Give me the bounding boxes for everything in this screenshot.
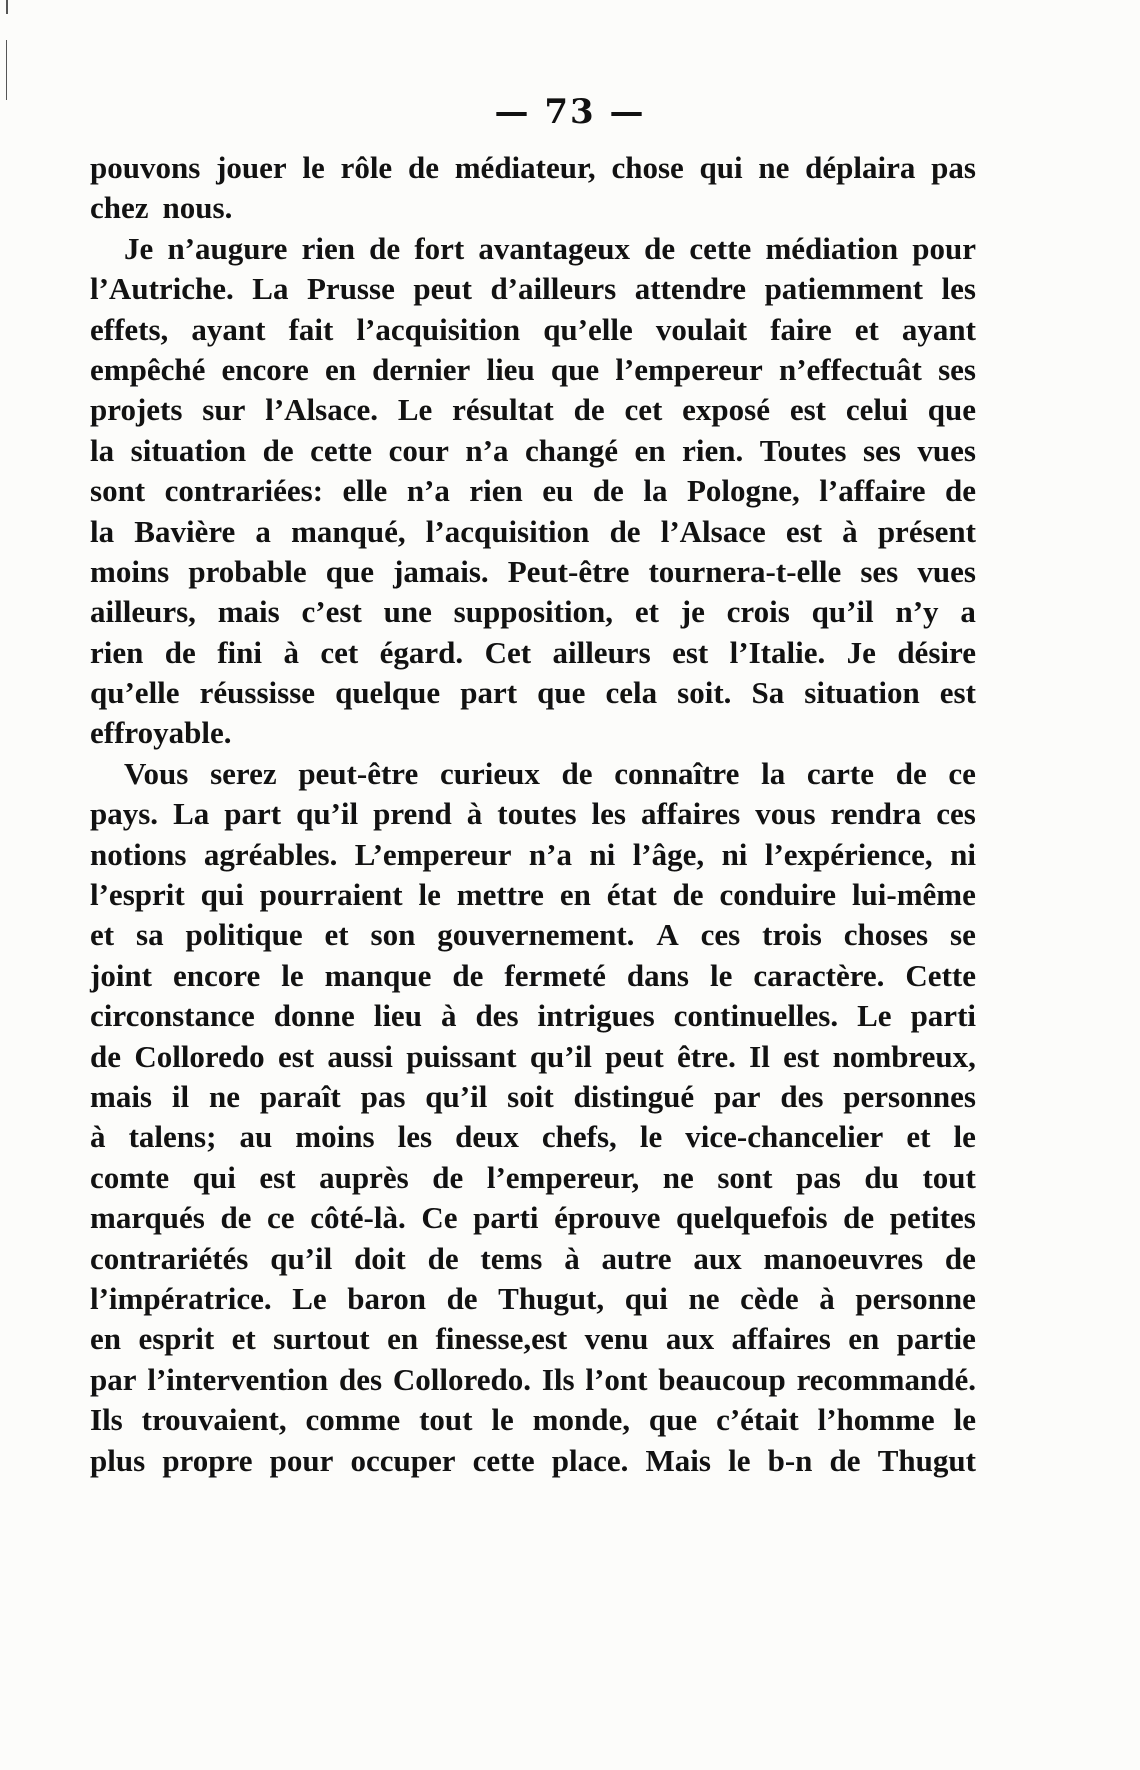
text-line: Vous serez peut-être curieux de connaître la carte de ce	[124, 755, 976, 791]
text-line: de Colloredo est aussi puissant qu’il peut être. Il est nombreux,	[90, 1038, 976, 1074]
text-line: sont contrariées: elle n’a rien eu de la Pologne, l’affaire de	[90, 473, 976, 509]
text-line: et sa politique et son gouvernement. A ces trois choses se	[90, 917, 976, 953]
text-line: effroyable.	[90, 715, 232, 751]
text-line: en esprit et surtout en finesse,est venu aux affaires en partie	[90, 1321, 976, 1357]
paragraph	[90, 148, 976, 229]
text-line: plus propre pour occuper cette place. Mais le b-n de Thugut	[90, 1442, 976, 1478]
text-line: Ils trouvaient, comme tout le monde, que c’était l’homme le	[90, 1402, 976, 1438]
text-line: l’Autriche. La Prusse peut d’ailleurs attendre patiemment les	[90, 271, 976, 307]
text-line: qu’elle réussisse quelque part que cela soit. Sa situation est	[90, 675, 976, 711]
text-line: empêché encore en dernier lieu que l’empereur n’effectuât ses	[90, 351, 976, 387]
text-line: la situation de cette cour n’a changé en rien. Toutes ses vues	[90, 432, 976, 468]
text-line: chez nous.	[90, 190, 233, 226]
text-line: projets sur l’Alsace. Le résultat de cet exposé est celui que	[90, 392, 976, 428]
text-line: Je n’augure rien de fort avantageux de cette médiation pour	[124, 230, 976, 266]
scan-edge-mark	[6, 40, 7, 100]
text-line: pays. La part qu’il prend à toutes les affaires vous rendra ces	[90, 796, 976, 832]
page-number: — 73 —	[494, 92, 646, 132]
text-line: rien de fini à cet égard. Cet ailleurs est l’Italie. Je désire	[90, 634, 976, 670]
paragraph	[90, 754, 976, 1481]
text-line: mais il ne paraît pas qu’il soit distingué par des personnes	[90, 1078, 976, 1114]
text-line: ailleurs, mais c’est une supposition, et je crois qu’il n’y a	[90, 594, 976, 630]
text-line: l’esprit qui pourraient le mettre en état de conduire lui-même	[90, 877, 976, 913]
text-line: notions agréables. L’empereur n’a ni l’âge, ni l’expérience, ni	[90, 836, 976, 872]
text-line: par l’intervention des Colloredo. Ils l’ont beaucoup recommandé.	[90, 1361, 976, 1397]
text-line: la Bavière a manqué, l’acquisition de l’Alsace est à présent	[90, 513, 976, 549]
text-line: contrariétés qu’il doit de tems à autre aux manoeuvres de	[90, 1240, 976, 1276]
scan-edge-mark	[6, 0, 8, 14]
text-line: l’impératrice. Le baron de Thugut, qui ne cède à personne	[90, 1280, 976, 1316]
text-line: joint encore le manque de fermeté dans le caractère. Cette	[90, 957, 976, 993]
text-line: effets, ayant fait l’acquisition qu’elle voulait faire et ayant	[90, 311, 976, 347]
text-line: marqués de ce côté-là. Ce parti éprouve quelquefois de petites	[90, 1200, 976, 1236]
body-text	[90, 148, 976, 1481]
text-line: circonstance donne lieu à des intrigues continuelles. Le parti	[90, 998, 976, 1034]
text-line: comte qui est auprès de l’empereur, ne sont pas du tout	[90, 1159, 976, 1195]
text-line: à talens; au moins les deux chefs, le vice-chancelier et le	[90, 1119, 976, 1155]
text-line: pouvons jouer le rôle de médiateur, chose qui ne déplaira pas	[90, 150, 976, 185]
paragraph	[90, 229, 976, 754]
text-line: moins probable que jamais. Peut-être tournera-t-elle ses vues	[90, 553, 976, 589]
